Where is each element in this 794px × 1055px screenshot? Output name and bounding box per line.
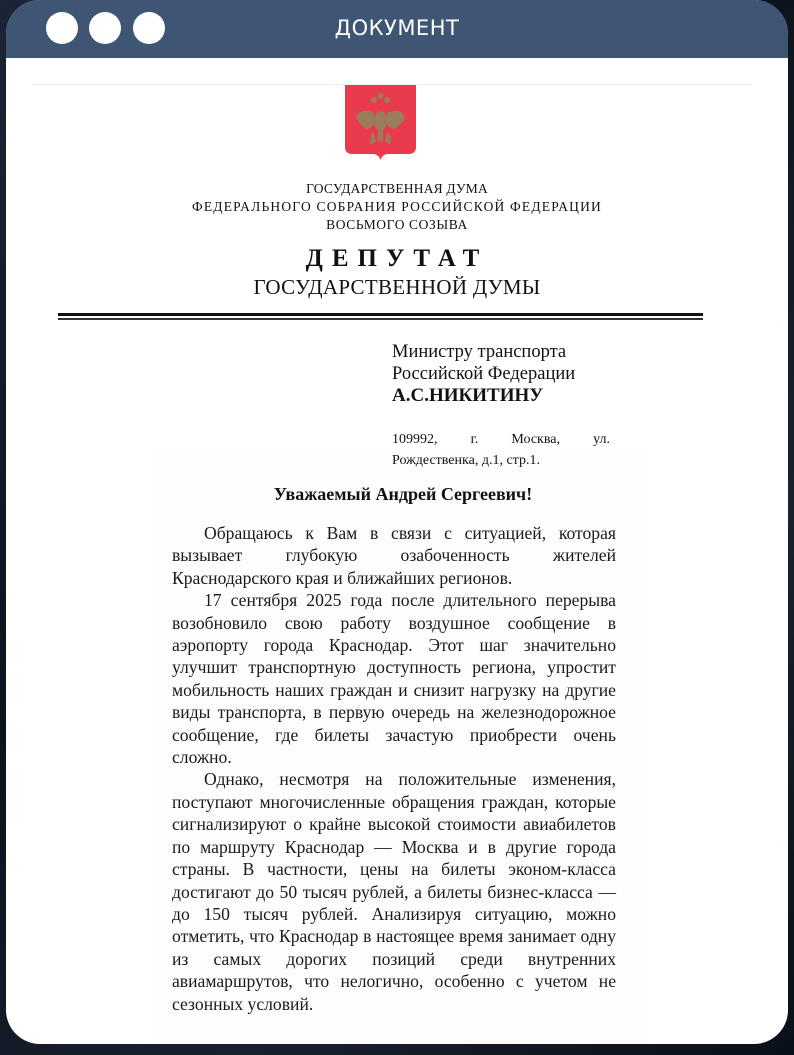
letter-paragraph: Обращаюсь к Вам в связи с ситуацией, которая вызывает глубокую озабоченность жителей Краснодарского края и ближайших регионов. [172, 523, 616, 588]
letterhead-divider-thin [58, 318, 703, 320]
letterhead-duma: ГОСУДАРСТВЕННОЙ ДУМЫ [253, 275, 541, 299]
letter-greeting: Уважаемый Андрей Сергеевич! [273, 484, 533, 504]
letter-paragraph: 17 сентября 2025 года после длительного перерыва возобновило свою работу воздушное сообщение в аэропорту города Краснодар. Этот шаг значительно улучшит транспортную доступность региона, упростит мобильность наших граждан и снизит нагрузку на другие виды транспорта, в первую очередь на железнодорожное сообщение, где билеты зачастую приобрести очень сложно. [172, 590, 616, 768]
addressee-line-2: Российской Федерации [392, 364, 576, 384]
address-line-1 [392, 429, 610, 450]
address-line-2: Рождественка, д.1, стр.1. [392, 453, 540, 468]
address-postcode: 109992, [392, 432, 438, 447]
addressee-address [392, 429, 610, 471]
address-street-prefix: ул. [593, 432, 610, 447]
window-title: ДОКУМЕНТ [334, 16, 460, 40]
letterhead-line-3: ВОСЬМОГО СОЗЫВА [326, 217, 468, 232]
letterhead-line-2: ФЕДЕРАЛЬНОГО СОБРАНИЯ РОССИЙСКОЙ ФЕДЕРАЦИИ [192, 199, 602, 214]
address-city: Москва, [511, 432, 560, 447]
letter-body [172, 522, 616, 1015]
coat-of-arms-icon [343, 83, 418, 161]
addressee-block [392, 341, 575, 407]
title-bar [6, 0, 788, 58]
addressee-name: А.С.НИКИТИНУ [392, 385, 544, 406]
address-city-prefix: г. [470, 432, 479, 447]
document-window [6, 0, 788, 1044]
addressee-line-1: Министру транспорта [392, 342, 567, 362]
letterhead-deputat: ДЕПУТАТ [305, 245, 489, 272]
letter-paragraph: Однако, несмотря на положительные изменения, поступают многочисленные обращения граждан, которые сигнализируют о крайне высокой стоимости авиабилетов по маршруту Краснодар — Москва и в другие города страны. В частности, цены на билеты эконом-класса достигают до 50 тысяч рублей, а билеты бизнес-класса — до 150 тысяч рублей. Анализируя ситуацию, можно отметить, что Краснодар в настоящее время занимает одну из самых дорогих позиций среди внутренних авиамаршрутов, что нелогично, особенно с учетом не сезонных условий. [172, 769, 616, 1014]
letterhead-line-1: ГОСУДАРСТВЕННАЯ ДУМА [306, 181, 488, 196]
letterhead-divider-thick [58, 313, 703, 316]
